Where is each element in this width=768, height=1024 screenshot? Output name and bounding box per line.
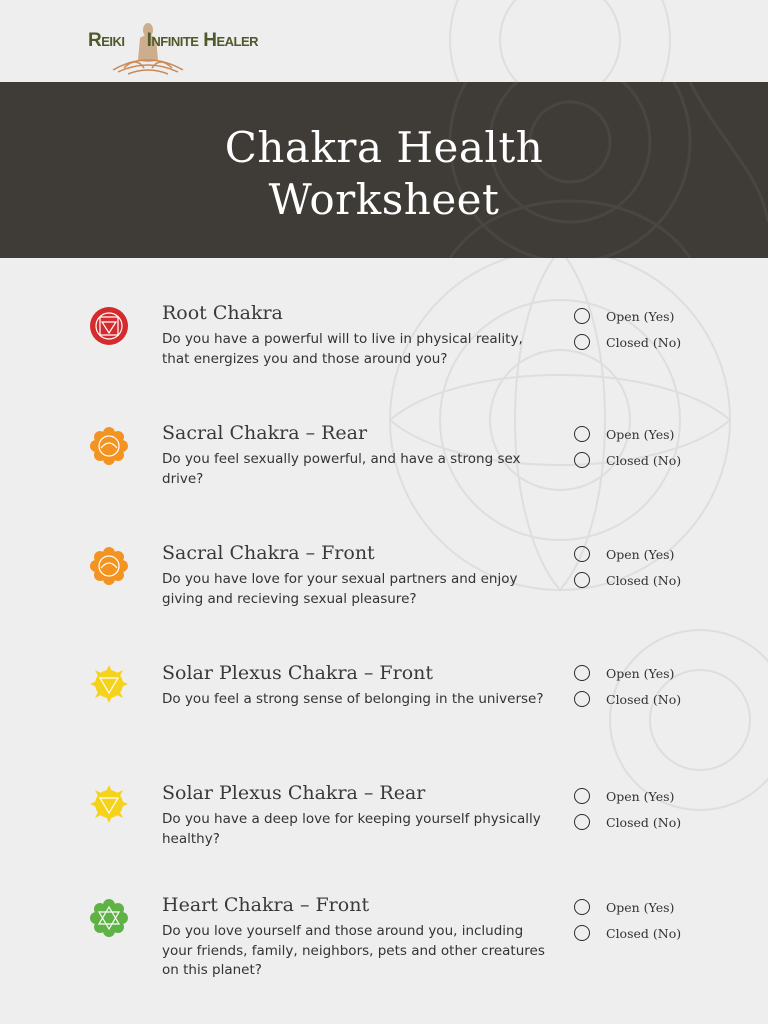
option-closed-label: Closed (No): [606, 572, 682, 588]
option-closed-no[interactable]: [574, 334, 681, 350]
logo-word-reiki: Reiki: [88, 30, 125, 51]
solar-plexus-chakra-icon: [89, 664, 129, 704]
radio-open[interactable]: [574, 546, 590, 562]
chakra-question: Do you have love for your sexual partners and enjoy giving and recieving sexual pleasure?: [162, 571, 518, 607]
chakra-question: Do you have a deep love for keeping yourself physically healthy?: [162, 811, 541, 847]
option-open-label: Open (Yes): [606, 899, 675, 915]
option-closed-label: Closed (No): [606, 814, 682, 830]
option-closed-label: Closed (No): [606, 925, 682, 941]
radio-closed[interactable]: [574, 691, 590, 707]
option-closed-no[interactable]: [574, 452, 681, 468]
radio-open[interactable]: [574, 308, 590, 324]
logo-wordmark: [88, 30, 258, 52]
radio-open[interactable]: [574, 788, 590, 804]
solar-plexus-chakra-icon: [89, 784, 129, 824]
heart-chakra-icon: [89, 898, 129, 938]
sacral-chakra-icon: [89, 426, 129, 466]
chakra-question: Do you love yourself and those around you, including your friends, family, neighbors, pets and other creatures on this planet?: [162, 923, 545, 978]
root-chakra-icon: [89, 306, 129, 346]
option-open-yes[interactable]: [574, 546, 674, 562]
option-open-label: Open (Yes): [606, 308, 675, 324]
chakra-title: Solar Plexus Chakra – Rear: [162, 782, 426, 804]
option-closed-label: Closed (No): [606, 452, 682, 468]
option-closed-no[interactable]: [574, 691, 681, 707]
chakra-title: Sacral Chakra – Front: [162, 542, 375, 564]
chakra-question: Do you feel sexually powerful, and have a strong sex drive?: [162, 451, 521, 487]
chakra-title: Solar Plexus Chakra – Front: [162, 662, 434, 684]
radio-closed[interactable]: [574, 452, 590, 468]
title-banner: [0, 82, 768, 258]
logo-word-infinite-healer: Infinite Healer: [146, 30, 258, 51]
option-open-label: Open (Yes): [606, 788, 675, 804]
chakra-question: Do you feel a strong sense of belonging in the universe?: [162, 691, 544, 707]
option-closed-label: Closed (No): [606, 691, 682, 707]
radio-open[interactable]: [574, 665, 590, 681]
chakra-title: Heart Chakra – Front: [162, 894, 370, 916]
chakra-question: Do you have a powerful will to live in physical reality, that energizes you and those around you?: [162, 331, 523, 367]
radio-open[interactable]: [574, 426, 590, 442]
option-closed-no[interactable]: [574, 572, 681, 588]
option-closed-no[interactable]: [574, 925, 681, 941]
page-title-line-1: Chakra Health: [224, 123, 544, 172]
option-open-yes[interactable]: [574, 665, 674, 681]
radio-open[interactable]: [574, 899, 590, 915]
option-open-label: Open (Yes): [606, 546, 675, 562]
option-open-label: Open (Yes): [606, 665, 675, 681]
option-closed-no[interactable]: [574, 814, 681, 830]
option-open-yes[interactable]: [574, 426, 674, 442]
page-title-line-2: Worksheet: [268, 175, 500, 224]
option-open-yes[interactable]: [574, 899, 674, 915]
logo: [88, 12, 258, 76]
radio-closed[interactable]: [574, 334, 590, 350]
radio-closed[interactable]: [574, 925, 590, 941]
chakra-title: Root Chakra: [162, 302, 283, 324]
chakra-title: Sacral Chakra – Rear: [162, 422, 368, 444]
option-open-yes[interactable]: [574, 308, 674, 324]
radio-closed[interactable]: [574, 814, 590, 830]
option-open-yes[interactable]: [574, 788, 674, 804]
sacral-chakra-icon: [89, 546, 129, 586]
option-closed-label: Closed (No): [606, 334, 682, 350]
option-open-label: Open (Yes): [606, 426, 675, 442]
radio-closed[interactable]: [574, 572, 590, 588]
page-title: [0, 122, 768, 226]
